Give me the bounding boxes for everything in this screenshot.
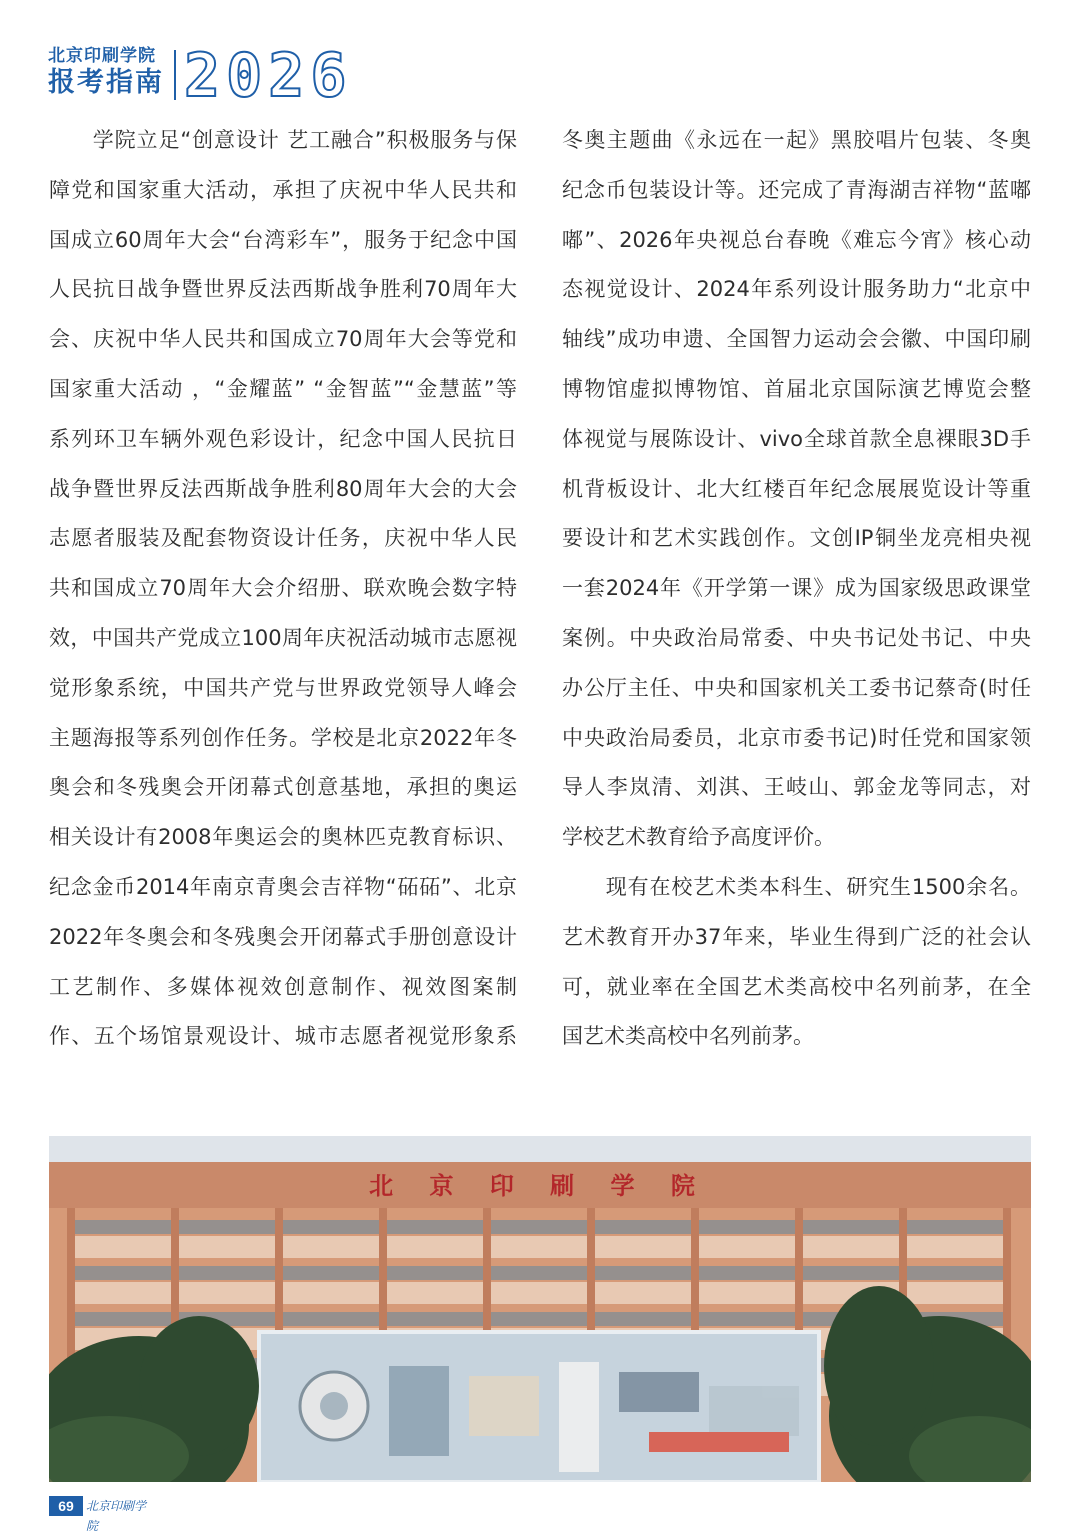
text-line: 国家重大活动 ，“金耀蓝” “金智蓝”“金慧蓝”等 [49, 376, 517, 401]
text-line: 嘟”、2026年央视总台春晚《难忘今宵》核心动 [562, 227, 1031, 252]
text-line: 纪念币包装设计等。还完成了青海湖吉祥物“蓝嘟 [562, 177, 1031, 202]
footer-logo: 北京印刷学院 [86, 1499, 147, 1533]
text-line: 一套2024年《开学第一课》成为国家级思政课堂 [562, 576, 1031, 601]
text-line: 态视觉设计、2024年系列设计服务助力“北京中 [562, 277, 1031, 302]
text-line: 导人李岚清、刘淇、王岐山、郭金龙等同志，对 [562, 775, 1031, 800]
text-line: 会、庆祝中华人民共和国成立70周年大会等党和 [49, 327, 517, 352]
text-line: 博物馆虚拟博物馆、首届北京国际演艺博览会整 [562, 376, 1031, 401]
text-line: 奥会和冬残奥会开闭幕式创意基地，承担的奥运 [49, 775, 517, 800]
text-line: 人民抗日战争暨世界反法西斯战争胜利70周年大 [49, 277, 517, 302]
text-line: 国艺术类高校中名列前茅。 [562, 1024, 814, 1049]
text-line: 可，就业率在全国艺术类高校中名列前茅，在全 [562, 974, 1031, 999]
text-line: 机背板设计、北大红楼百年纪念展展览设计等重 [562, 476, 1031, 501]
text-line: 学院立足“创意设计 艺工融合”积极服务与保 [49, 128, 517, 152]
text-line: 志愿者服装及配套物资设计任务，庆祝中华人民 [49, 526, 517, 551]
text-line: 主题海报等系列创作任务。学校是北京2022年冬 [49, 725, 517, 750]
text-line: 共和国成立70周年大会介绍册、联欢晚会数字特 [49, 576, 517, 601]
text-line: 学校艺术教育给予高度评价。 [562, 825, 835, 850]
text-line: 中央政治局委员，北京市委书记)时任党和国家领 [562, 725, 1031, 750]
text-line: 艺术教育开办37年来，毕业生得到广泛的社会认 [562, 924, 1031, 949]
text-line: 觉形象系统，中国共产党与世界政党领导人峰会 [49, 675, 517, 700]
guide-title: 报考指南 [48, 67, 164, 98]
text-line: 作、五个场馆景观设计、城市志愿者视觉形象系 [49, 1024, 517, 1049]
text-line: 障党和国家重大活动，承担了庆祝中华人民共和 [49, 177, 517, 202]
campus-building-photo [49, 1136, 1031, 1482]
text-line: 案例。中央政治局常委、中央书记处书记、中央 [562, 625, 1031, 650]
text-line: 效，中国共产党成立100周年庆祝活动城市志愿视 [49, 625, 517, 650]
text-line: 体视觉与展陈设计、vivo全球首款全息裸眼3D手 [562, 426, 1031, 451]
text-line: 轴线”成功申遗、全国智力运动会会徽、中国印刷 [562, 327, 1031, 352]
text-line: 办公厅主任、中央和国家机关工委书记蔡奇(时任 [562, 675, 1031, 700]
school-name: 北京印刷学院 [48, 46, 156, 66]
right-text-column [562, 116, 1031, 1062]
brand-block [48, 46, 170, 100]
text-line: 国成立60周年大会“台湾彩车”，服务于纪念中国 [49, 227, 517, 252]
text-line: 相关设计有2008年奥运会的奥林匹克教育标识、 [49, 825, 517, 850]
text-line: 战争暨世界反法西斯战争胜利80周年大会的大会 [49, 476, 517, 501]
text-line: 纪念金币2014年南京青奥会吉祥物“砳砳”、北京 [49, 874, 517, 899]
text-line: 现有在校艺术类本科生、研究生1500余名。 [562, 874, 1031, 899]
year-title: 2026 [184, 41, 353, 111]
text-line: 2022年冬奥会和冬残奥会开闭幕式手册创意设计 [49, 924, 517, 949]
text-line: 要设计和艺术实践创作。文创IP铜坐龙亮相央视 [562, 526, 1031, 551]
text-line: 系列环卫车辆外观色彩设计，纪念中国人民抗日 [49, 426, 517, 451]
left-text-column [49, 116, 517, 1062]
text-line: 工艺制作、多媒体视效创意制作、视效图案制 [49, 974, 517, 999]
page-header [48, 41, 388, 111]
text-line: 冬奥主题曲《永远在一起》黑胶唱片包装、冬奥 [562, 128, 1031, 152]
building-sign-text: 北 京 印 刷 学 院 [369, 1171, 709, 1200]
header-divider [174, 50, 176, 100]
page-number: 69 [49, 1496, 83, 1516]
